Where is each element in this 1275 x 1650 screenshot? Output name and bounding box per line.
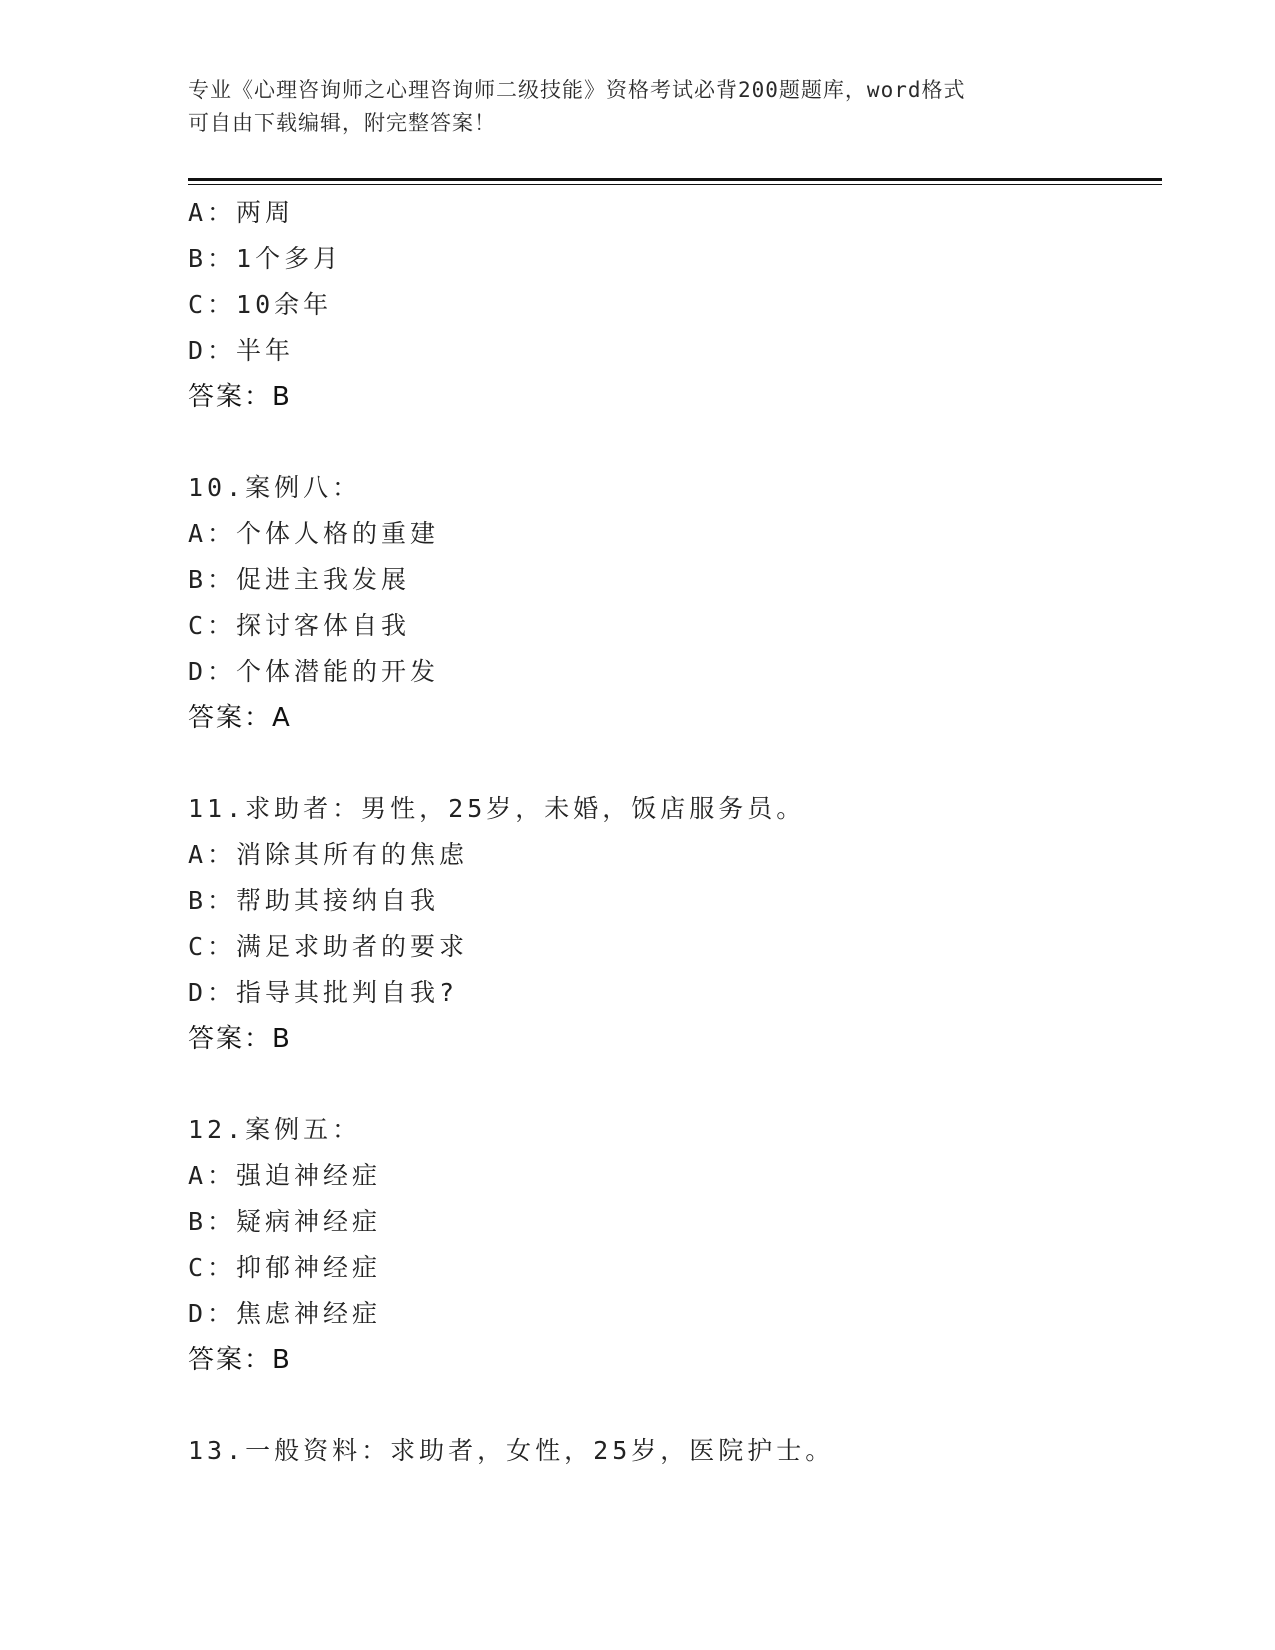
answer-line: 答案：B (188, 1024, 292, 1054)
header-line-2: 可自由下载编辑，附完整答案！ (188, 111, 496, 135)
spacer (188, 1062, 1162, 1107)
spacer (188, 741, 1162, 786)
answer-line: 答案：B (188, 1345, 292, 1375)
answer-line: 答案：A (188, 703, 292, 733)
option-d: D：焦虑神经症 (188, 1299, 382, 1328)
spacer (188, 1383, 1162, 1428)
spacer (188, 420, 1162, 465)
option-a: A：两周 (188, 198, 295, 227)
option-c: C：抑郁神经症 (188, 1253, 382, 1282)
option-d: D：个体潜能的开发 (188, 657, 440, 686)
option-b: B：帮助其接纳自我 (188, 886, 440, 915)
document-header (188, 74, 1088, 140)
question-block-10 (188, 465, 1162, 741)
option-a: A：强迫神经症 (188, 1161, 382, 1190)
option-b: B：促进主我发展 (188, 565, 411, 594)
header-rule-thin (188, 184, 1162, 185)
question-text: 10.案例八： (188, 473, 362, 502)
option-b: B：1个多月 (188, 244, 343, 273)
option-d: D：半年 (188, 336, 295, 365)
option-c: C：探讨客体自我 (188, 611, 411, 640)
option-d: D：指导其批判自我? (188, 978, 459, 1007)
option-c: C：10余年 (188, 290, 333, 319)
header-rule-thick (188, 178, 1162, 181)
option-b: B：疑病神经症 (188, 1207, 382, 1236)
header-line-1: 专业《心理咨询师之心理咨询师二级技能》资格考试必背200题题库，word格式 (188, 78, 966, 102)
question-text: 12.案例五： (188, 1115, 362, 1144)
option-a: A：个体人格的重建 (188, 519, 440, 548)
question-block-12 (188, 1107, 1162, 1383)
option-a: A：消除其所有的焦虑 (188, 840, 469, 869)
question-text: 13.一般资料：求助者，女性，25岁，医院护士。 (188, 1436, 835, 1465)
question-block-13 (188, 1428, 1162, 1474)
continued-question-block (188, 190, 1162, 420)
answer-line: 答案：B (188, 382, 292, 412)
question-text: 11.求助者：男性，25岁，未婚，饭店服务员。 (188, 794, 806, 823)
question-list (188, 190, 1162, 1474)
option-c: C：满足求助者的要求 (188, 932, 469, 961)
question-block-11 (188, 786, 1162, 1062)
